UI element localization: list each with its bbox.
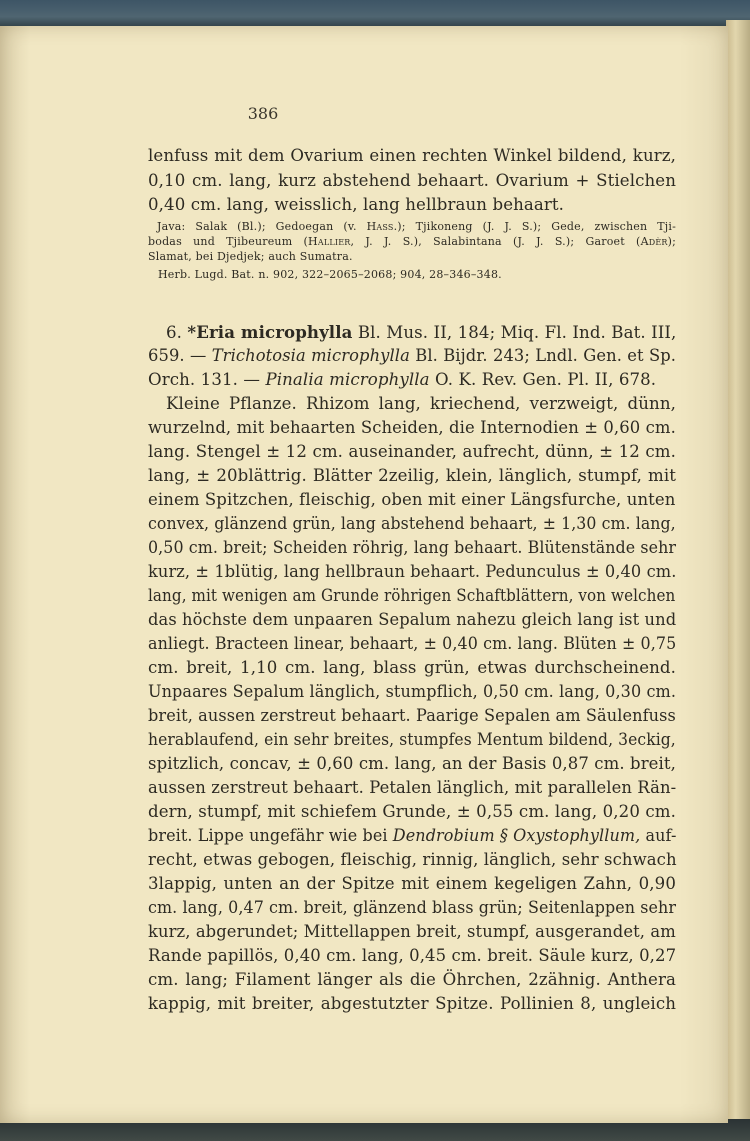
text-line: recht, etwas gebogen, fleischig, rinnig, länglich, sehr schwach <box>148 850 677 869</box>
text-line: einem Spitzchen, fleischig, oben mit einer Längsfurche, unten <box>148 490 676 509</box>
text-span: breit. Lippe ungefähr wie bei <box>148 826 388 845</box>
synonym-ref: O. K. Rev. Gen. Pl. II, 678. <box>435 370 657 389</box>
text-line: anliegt. Bracteen linear, behaart, ± 0,40 cm. lang. Blüten ± 0,75 <box>148 634 677 653</box>
book-top-edge <box>0 0 750 28</box>
locality-line: bodas und Tjibeureum (Hallier, J. J. S.), Salabintana (J. J. S.); Garoet (Adèr); <box>148 235 676 248</box>
synonym-line <box>148 370 656 390</box>
text-line: 0,50 cm. breit; Scheiden röhrig, lang behaart. Blütenstände sehr <box>148 538 677 557</box>
text-line: lenfuss mit dem Ovarium einen rechten Winkel bildend, kurz, <box>148 146 676 165</box>
text-line: dern, stumpf, mit schiefem Grunde, ± 0,55 cm. lang, 0,20 cm. <box>148 802 676 821</box>
locality-line: Java: Salak (Bl.); Gedoegan (v. Hass.); Tjikoneng (J. J. S.); Gede, zwischen Tji- <box>157 220 677 233</box>
text-line: cm. lang; Filament länger als die Öhrchen, 2zähnig. Anthera <box>148 970 676 989</box>
book-fore-edge <box>726 20 750 1125</box>
genus-name: Dendrobium § Oxystophyllum, <box>392 826 641 845</box>
herbarium-line: Herb. Lugd. Bat. n. 902, 322–2065–2068; 904, 28–346–348. <box>158 268 502 281</box>
synonym-name: Pinalia microphylla <box>265 370 430 389</box>
text-line: 0,40 cm. lang, weisslich, lang hellbraun behaart. <box>148 195 565 214</box>
text-line: lang, mit wenigen am Grunde röhrigen Schaftblättern, von welchen <box>148 586 676 605</box>
synonym-line <box>148 346 677 366</box>
synonym-ref: Orch. 131. — <box>148 370 261 389</box>
text-line: das höchste dem unpaaren Sepalum nahezu gleich lang ist und <box>148 610 677 629</box>
text-line: 3lappig, unten an der Spitze mit einem kegeligen Zahn, 0,90 <box>148 874 676 893</box>
locality-line: Slamat, bei Djedjek; auch Sumatra. <box>148 250 353 263</box>
text-line: aussen zerstreut behaart. Petalen länglich, mit parallelen Rän- <box>148 778 677 797</box>
species-heading <box>166 322 676 343</box>
text-line: cm. breit, 1,10 cm. lang, blass grün, etwas durchscheinend. <box>148 658 676 677</box>
text-line: kappig, mit breiter, abgestutzter Spitze. Pollinien 8, ungleich <box>148 994 676 1013</box>
text-line: lang, ± 20blättrig. Blätter 2zeilig, klein, länglich, stumpf, mit <box>148 466 676 485</box>
text-line: Unpaares Sepalum länglich, stumpflich, 0,50 cm. lang, 0,30 cm. <box>148 682 677 701</box>
text-line: spitzlich, concav, ± 0,60 cm. lang, an der Basis 0,87 cm. breit, <box>148 754 677 773</box>
text-line: wurzelnd, mit behaarten Scheiden, die Internodien ± 0,60 cm. <box>148 418 676 437</box>
synonym-ref: Bl. Bijdr. 243; Lndl. Gen. et Sp. <box>415 346 677 365</box>
text-line: breit, aussen zerstreut behaart. Paarige Sepalen am Säulenfuss <box>148 706 676 725</box>
species-name: *Eria microphylla <box>187 322 353 342</box>
text-line: Kleine Pflanze. Rhizom lang, kriechend, verzweigt, dünn, <box>166 394 676 413</box>
book-page <box>0 26 728 1123</box>
text-line: kurz, abgerundet; Mittellappen breit, stumpf, ausgerandet, am <box>148 922 676 941</box>
text-line: lang. Stengel ± 12 cm. auseinander, aufrecht, dünn, ± 12 cm. <box>148 442 676 461</box>
text-line <box>148 826 677 846</box>
text-line: 0,10 cm. lang, kurz abstehend behaart. Ovarium + Stielchen <box>148 171 676 190</box>
synonym-ref: 659. — <box>148 346 207 365</box>
text-line: convex, glänzend grün, lang abstehend behaart, ± 1,30 cm. lang, <box>148 514 676 533</box>
synonym-name: Trichotosia microphylla <box>211 346 410 365</box>
text-line: cm. lang, 0,47 cm. breit, glänzend blass grün; Seitenlappen sehr <box>148 898 677 917</box>
species-reference: Bl. Mus. II, 184; Miq. Fl. Ind. Bat. III, <box>357 323 677 342</box>
species-number: 6. <box>166 323 183 342</box>
text-line: kurz, ± 1blütig, lang hellbraun behaart. Pedunculus ± 0,40 cm. <box>148 562 677 581</box>
text-line: herablaufend, ein sehr breites, stumpfes Mentum bildend, 3eckig, <box>148 730 676 749</box>
page-number: 386 <box>247 104 279 123</box>
text-span: auf- <box>645 826 677 845</box>
text-line: Rande papillös, 0,40 cm. lang, 0,45 cm. breit. Säule kurz, 0,27 <box>148 946 677 965</box>
